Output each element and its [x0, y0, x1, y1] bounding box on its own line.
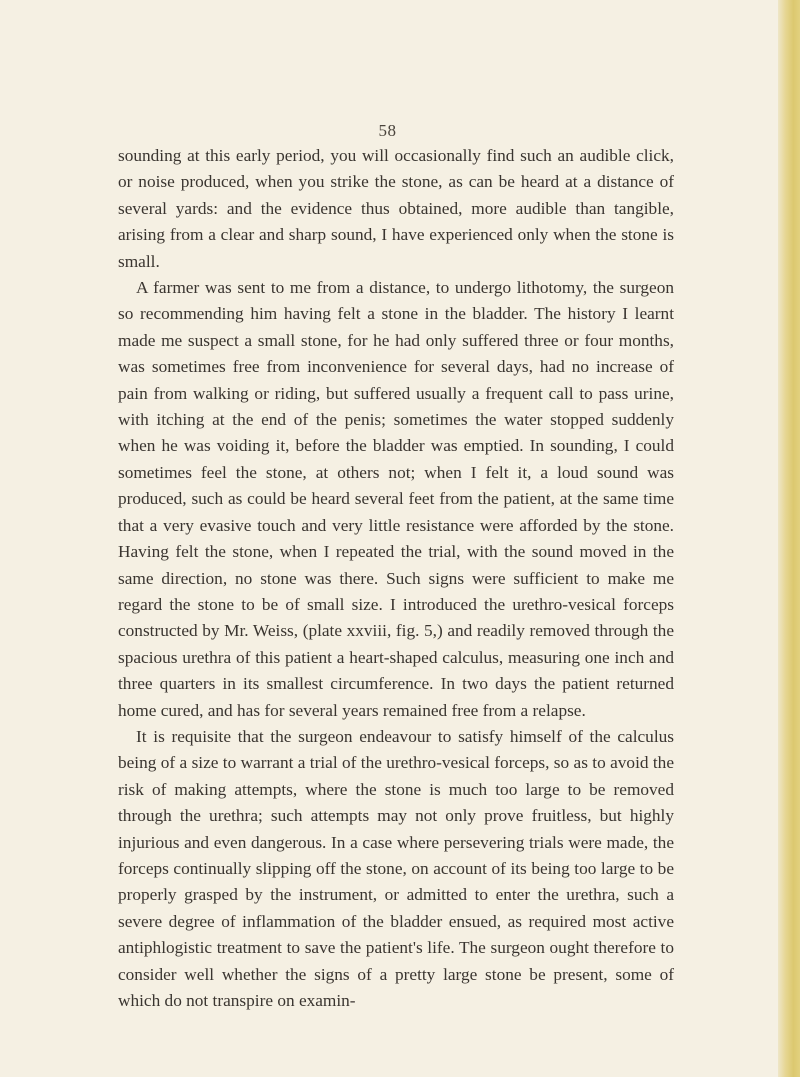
paragraph-1: sounding at this early period, you will occasionally find such an audible click, or noise produced, when you strike the stone, as can be heard at a distance of several yards: and the evidence thus obtained, more audible than tangible, arising from a clear and sharp sound, I have experienced only when the stone is small.: [118, 146, 674, 271]
page-edge: [778, 0, 800, 1077]
body-text: [118, 143, 674, 1014]
page-number: 58: [378, 121, 397, 140]
paragraph-3: It is requisite that the surgeon endeavour to satisfy himself of the calculus being of a size to warrant a trial of the urethro-vesical forceps, so as to avoid the risk of making attempts, where the stone is much too large to be removed through the urethra; such attempts may not only prove fruitless, but highly injurious and even dangerous. In a case where persevering trials were made, the forceps continually slipping off the stone, on account of its being too large to be properly grasped by the instrument, or admitted to enter the urethra, such a severe degree of inflammation of the bladder ensued, as required most active antiphlogistic treatment to save the patient's life. The surgeon ought therefore to consider well whether the signs of a pretty large stone be present, some of which do not transpire on examin-: [118, 726, 674, 1010]
paragraph-2: A farmer was sent to me from a distance, to undergo lithotomy, the surgeon so recommending him having felt a stone in the bladder. The history I learnt made me suspect a small stone, for he had only suffered three or four months, was sometimes free from inconvenience for several days, had no increase of pain from walking or riding, but suffered usually a frequent call to pass urine, with itching at the end of the penis; sometimes the water stopped suddenly when he was voiding it, before the bladder was emptied. In sounding, I could sometimes feel the stone, at others not; when I felt it, a loud sound was produced, such as could be heard several feet from the patient, at the same time that a very evasive touch and very little resistance were afforded by the stone. Having felt the stone, when I repeated the trial, with the sound moved in the same direction, no stone was there. Such signs were sufficient to make me regard the stone to be of small size. I introduced the urethro-vesical forceps constructed by Mr. Weiss, (plate xxviii, fig. 5,) and readily removed through the spacious urethra of this patient a heart-shaped calculus, measuring one inch and three quarters in its smallest circumference. In two days the patient returned home cured, and has for several years remained free from a relapse.: [118, 278, 674, 720]
